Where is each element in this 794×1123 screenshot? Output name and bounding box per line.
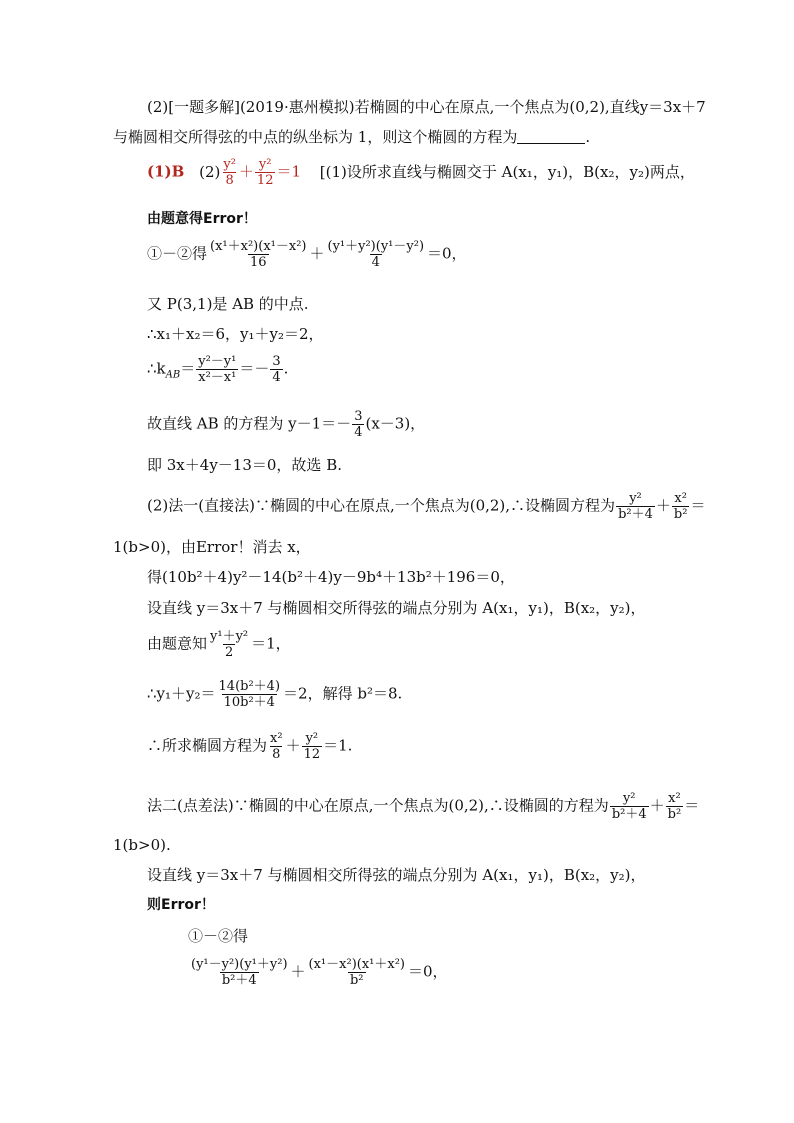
problem-text-2: 与椭圆相交所得弦的中点的纵坐标为 1，则这个椭圆的方程为 [113, 128, 518, 146]
direct-sum-frac: $\frac{\text{14(b²＋4)}}{\text{10b²＋4}}$ [218, 679, 281, 710]
pd-frac-1: $\frac{\text{y²}}{\text{b²＋4}}$ [611, 791, 647, 822]
conclusion-line: 即 3x＋4y－13＝0，故选 B. [147, 456, 342, 474]
problem-end: . [585, 128, 591, 146]
slope-line: $\therefore k_{AB}=$ $\frac{\text{y²－y¹}}{\text{x²－x¹}}$ ＝－ $\frac{3}{4}$ . [147, 354, 289, 385]
direct-frac-2: $\frac{\text{x²}}{\text{b²}}$ [673, 491, 688, 522]
direct-method-line-3: 得(10b²＋4)y²－14(b²＋4)y－9b⁴＋13b²＋196＝0， [147, 568, 515, 586]
problem-line-2 [113, 130, 590, 145]
subtract-equation: ①－②得 $\frac{\text{(x¹＋x²)(x¹－x²)}}{16}$ ＋ $\frac{\text{(y¹＋y²)(y¹－y²)}}{4}$ ＝0， [147, 239, 467, 270]
answer-part1: (1)B [147, 162, 185, 181]
slope-frac: $\frac{\text{y²－y¹}}{\text{x²－x¹}}$ [198, 354, 237, 385]
pd-sub-frac-2: $\frac{\text{(x¹－x²)(x¹＋x²)}}{\text{b²}}$ [308, 957, 405, 988]
answer-eq: ＝1 [276, 162, 302, 181]
answer-blank [517, 131, 585, 144]
problem-text-1: (2)[一题多解](2019·惠州模拟)若椭圆的中心在原点,一个焦点为(0,2),直线y＝3x＋7 [147, 98, 706, 116]
answer-intro: [(1)设所求直线与椭圆交于 A(x₁，y₁)，B(x₂，y₂)两点， [319, 162, 695, 181]
point-diff-line-3: 设直线 y＝3x＋7 与椭圆相交所得弦的端点分别为 A(x₁，y₁)，B(x₂，y₂)， [147, 866, 646, 884]
result-frac-1: $\frac{\text{x²}}{8}$ [270, 731, 283, 762]
direct-method-line-5: 由题意知 $\frac{\text{y¹＋y²}}{2}$ ＝1， [147, 629, 291, 660]
direct-method-line-4: 设直线 y＝3x＋7 与椭圆相交所得弦的端点分别为 A(x₁，y₁)，B(x₂，y₂)， [147, 599, 646, 617]
direct-mid-frac: $\frac{\text{y¹＋y²}}{2}$ [210, 629, 249, 660]
pd-frac-2: $\frac{\text{x²}}{\text{b²}}$ [667, 791, 682, 822]
answer-frac-2: $\frac{\text{y²}}{12}$ [256, 157, 274, 188]
pd-sub-frac-1: $\frac{\text{(y¹－y²)(y¹＋y²)}}{\text{b²＋4}}$ [191, 957, 288, 988]
midpoint-line: 又 P(3,1)是 AB 的中点. [147, 295, 309, 313]
point-diff-equation: $\frac{\text{(y¹－y²)(y¹＋y²)}}{\text{b²＋4}}$ ＋ $\frac{\text{(x¹－x²)(x¹＋x²)}}{\text{b²}}$ ＝0， [191, 957, 448, 988]
error-line-1: 由题意得Error！ [147, 211, 257, 227]
direct-frac-1: $\frac{\text{y²}}{\text{b²＋4}}$ [618, 491, 653, 522]
point-diff-line-5: ①－②得 [188, 927, 249, 945]
problem-line-1 [147, 100, 706, 115]
line-eq-frac: $\frac{3}{4}$ [354, 409, 363, 440]
point-diff-line-1: 法二(点差法)∵椭圆的中心在原点,一个焦点为(0,2),∴设椭圆的方程为 $\frac{\text{y²}}{\text{b²＋4}}$ ＋ $\frac{\text{x²}}{\text{b²}}$ ＝ [147, 791, 700, 822]
direct-method-line-2: 1(b>0)，由Error！消去 x， [113, 538, 311, 556]
answer-line: (1)B (2) $\frac{\text{y²}}{8}$ ＋ $\frac{\text{y²}}{12}$ ＝1 [(1)设所求直线与椭圆交于 A(x₁，y₁)，B(x₂，y₂)两点， [147, 157, 695, 188]
direct-method-line-6: ∴y₁＋y₂＝ $\frac{\text{14(b²＋4)}}{\text{10b²＋4}}$ ＝2，解得 b²＝8. [147, 679, 403, 710]
point-diff-line-2: 1(b>0). [113, 836, 171, 854]
direct-method-line-1: (2)法一(直接法)∵椭圆的中心在原点,一个焦点为(0,2),∴设椭圆方程为 $\frac{\text{y²}}{\text{b²＋4}}$ ＋ $\frac{\text{x²}}{\text{b²}}$ ＝ [147, 491, 706, 522]
direct-method-line-7: ∴所求椭圆方程为 $\frac{\text{x²}}{8}$ ＋ $\frac{\text{y²}}{12}$ ＝1. [147, 731, 353, 762]
point-diff-line-4: 则Error！ [147, 897, 215, 913]
result-frac-2: $\frac{\text{y²}}{12}$ [303, 731, 321, 762]
sub-frac-1: $\frac{\text{(x¹＋x²)(x¹－x²)}}{16}$ [210, 239, 307, 270]
answer-frac-1: $\frac{\text{y²}}{8}$ [223, 157, 236, 188]
line-equation: 故直线 AB 的方程为 y－1＝－ $\frac{3}{4}$ (x－3)， [147, 409, 426, 440]
answer-part2-label: (2) [199, 162, 221, 181]
sums-line: ∴x₁＋x₂＝6，y₁＋y₂＝2， [147, 325, 324, 343]
sub-frac-2: $\frac{\text{(y¹＋y²)(y¹－y²)}}{4}$ [327, 239, 425, 270]
slope-value-frac: $\frac{3}{4}$ [272, 354, 281, 385]
